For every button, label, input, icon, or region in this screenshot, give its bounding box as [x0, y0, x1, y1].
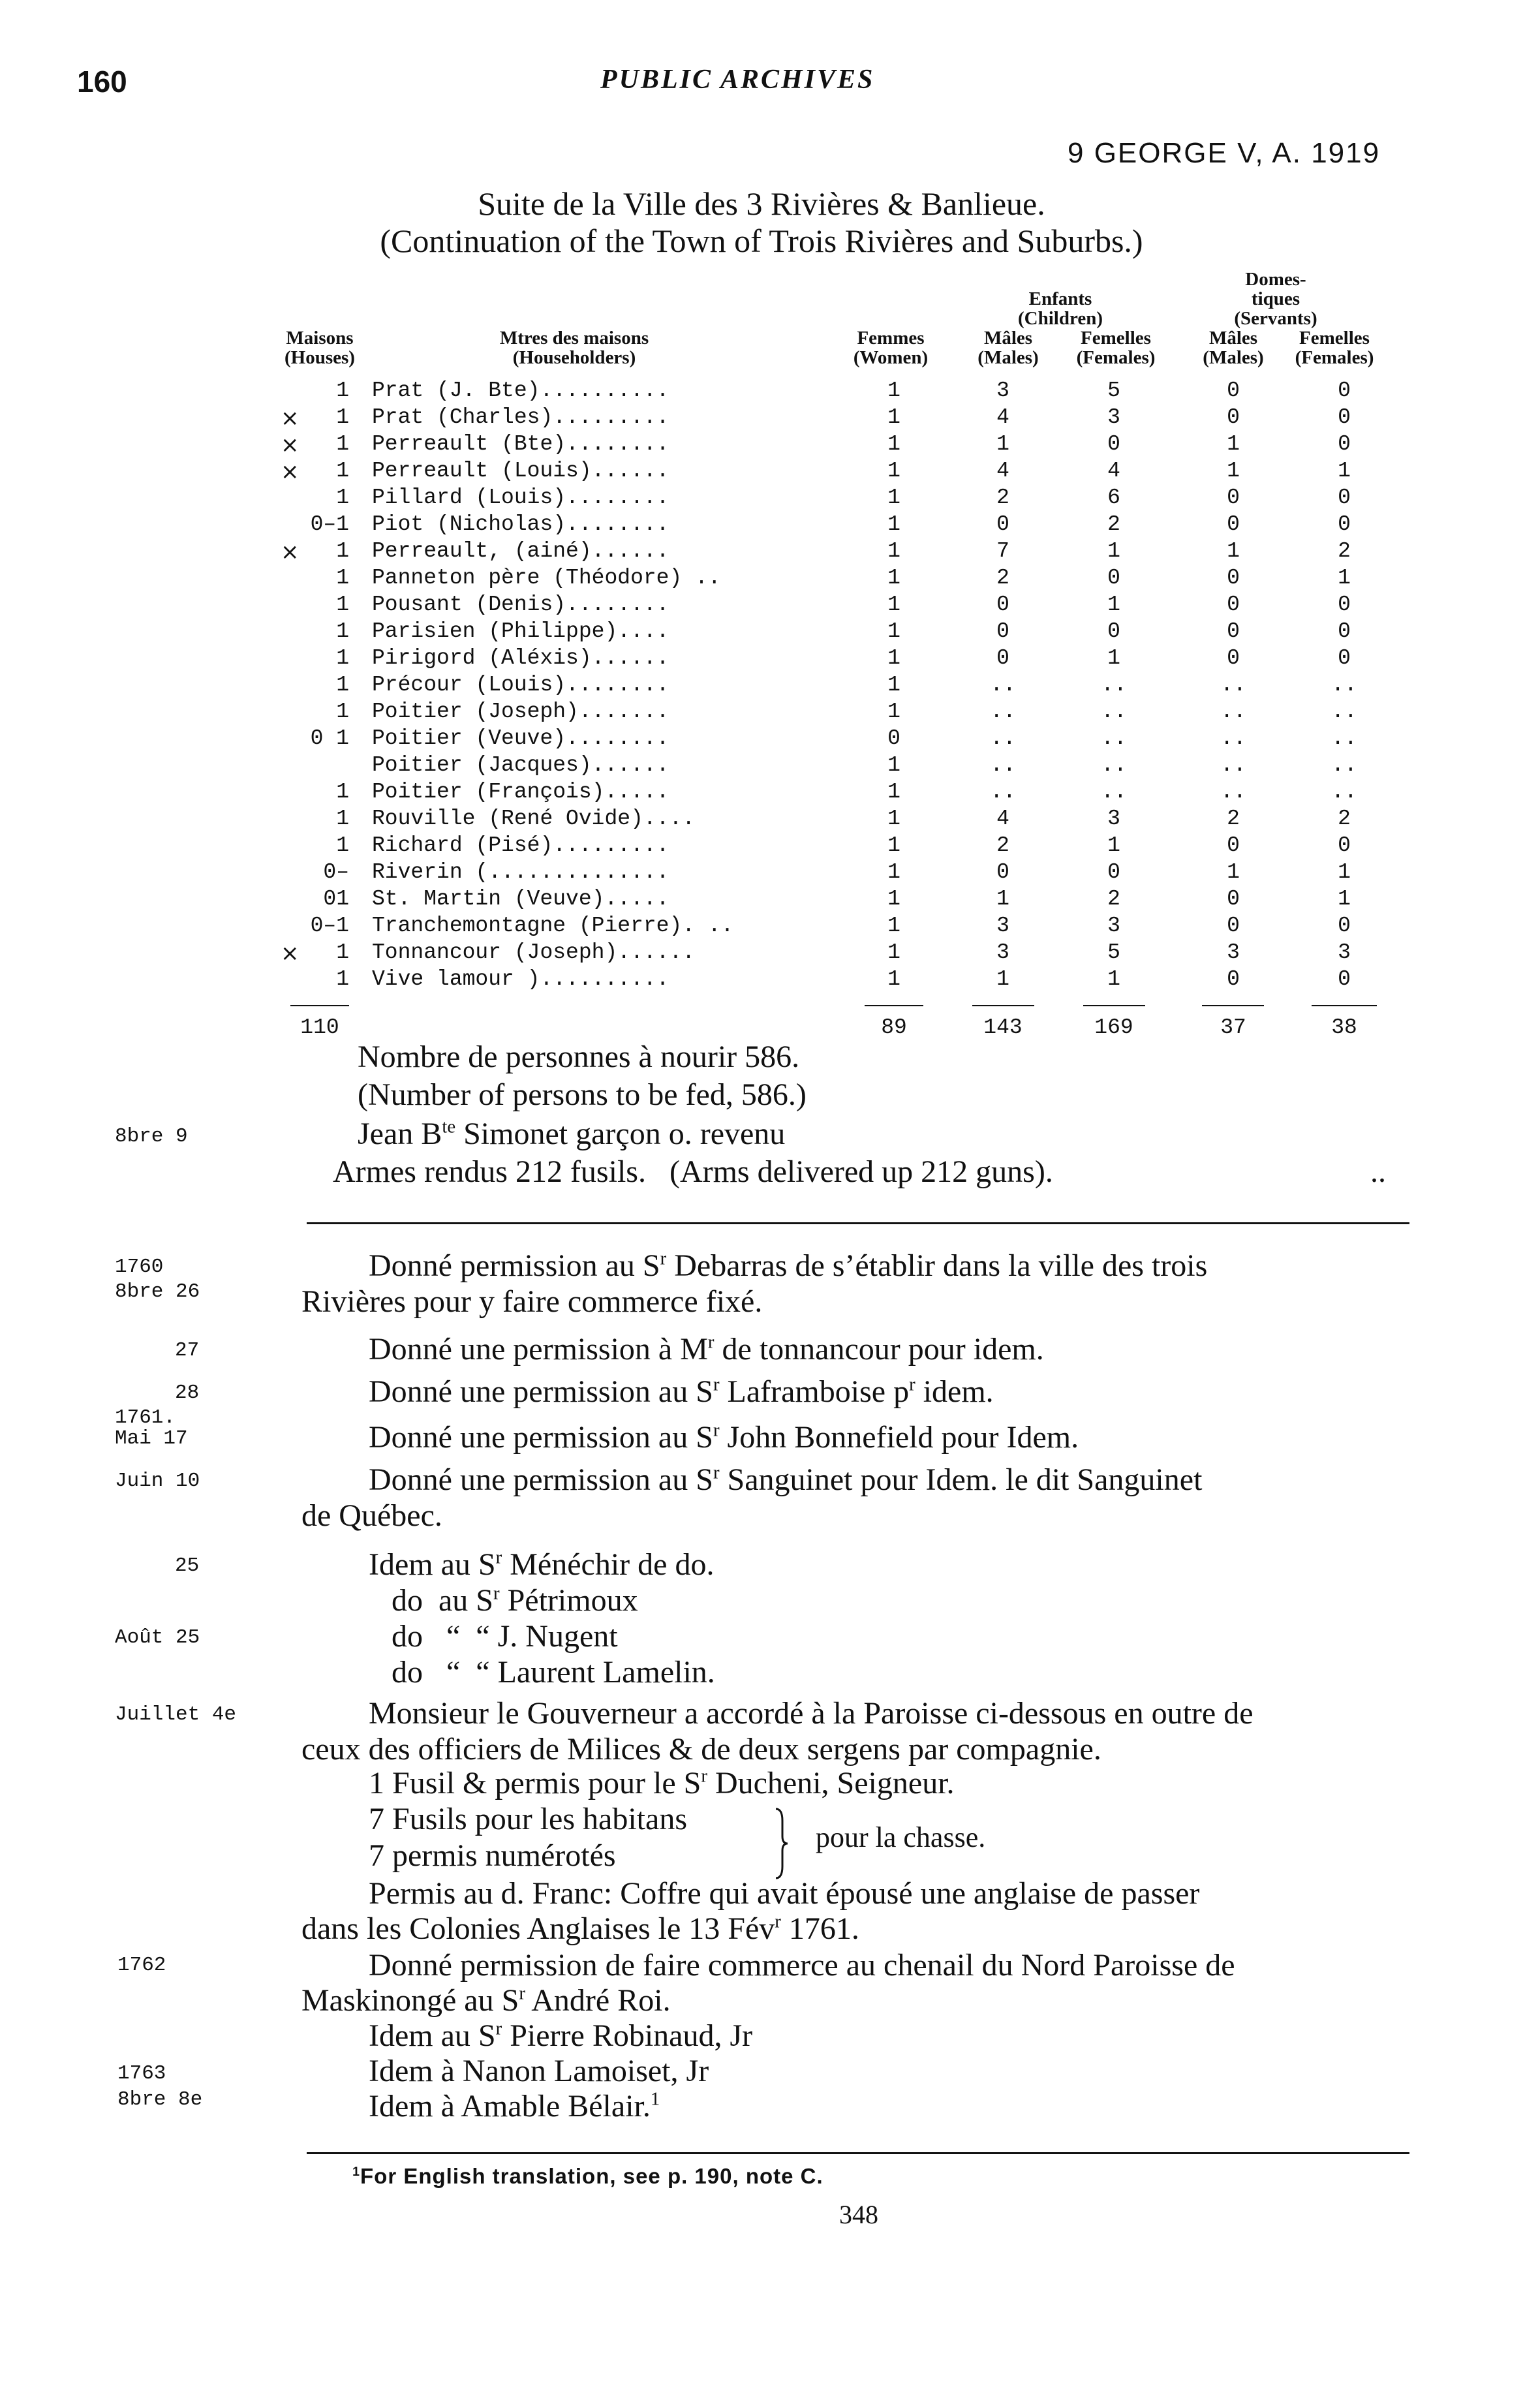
entry-line: Idem au $S^r$ Ménéchir de do. [369, 1547, 715, 1582]
row-householder: Prat (Charles)......... [372, 405, 669, 429]
row-servants-males: .. [1220, 700, 1246, 724]
row-householder: Poitier (Joseph)....... [372, 700, 669, 724]
row-householder: Précour (Louis)........ [372, 673, 669, 697]
row-women: 1 [887, 807, 900, 831]
row-servants-males: 2 [1227, 807, 1240, 831]
summary-arms: Armes rendus 212 fusils. (Arms delivered up 212 guns). [333, 1154, 1053, 1189]
row-houses: 1 [336, 432, 349, 456]
row-houses: 1 [336, 940, 349, 965]
margin-date: 1760 [115, 1256, 164, 1278]
row-servants-females: 1 [1338, 887, 1351, 911]
header-maitres: Mtres des maisons [499, 328, 649, 348]
row-children-males: 1 [996, 967, 1009, 991]
row-children-females: .. [1101, 700, 1127, 724]
folio-number: 348 [839, 2200, 878, 2229]
margin-8bre-8e: 8bre 8e [117, 2088, 203, 2111]
row-servants-males: 1 [1227, 432, 1240, 456]
row-women: 1 [887, 753, 900, 777]
row-householder: Riverin (.............. [372, 860, 669, 884]
row-householder: Poitier (François)..... [372, 780, 669, 804]
entry-line: Monsieur le Gouverneur a accordé à la Paroisse ci-dessous en outre de [369, 1696, 1254, 1731]
row-children-males: 4 [996, 807, 1009, 831]
row-householder: Piot (Nicholas)........ [372, 512, 669, 536]
entry-line: Donné permission au $S^r$ Debarras de s’établir dans la ville des trois [369, 1248, 1208, 1283]
row-children-males: 1 [996, 887, 1009, 911]
row-servants-females: .. [1331, 673, 1357, 697]
header-servants-males: Mâles [1208, 328, 1258, 348]
row-houses: 0 1 [310, 726, 349, 750]
row-women: 1 [887, 940, 900, 965]
row-women: 1 [887, 432, 900, 456]
margin-date: Juin 10 [115, 1470, 200, 1492]
row-houses: 1 [336, 673, 349, 697]
summary-simonet: Jean $B^{te}$ Simonet garçon o. revenu [358, 1116, 786, 1151]
table-row [0, 486, 1523, 512]
entry-line: do “ “ J. Nugent [392, 1619, 618, 1654]
entry-line: 1 Fusil & permis pour le $S^r$ Ducheni, Seigneur. [369, 1765, 955, 1800]
commerce-line-2: Maskinongé au $S^r$ André Roi. [301, 1983, 671, 2018]
row-houses: 1 [336, 780, 349, 804]
table-row [0, 566, 1523, 593]
row-servants-males: .. [1220, 753, 1246, 777]
row-women: 1 [887, 459, 900, 483]
margin-date: Août 25 [115, 1626, 200, 1649]
entry-line: do “ “ Laurent Lamelin. [392, 1655, 715, 1690]
row-women: 1 [887, 833, 900, 857]
row-mark: × [281, 405, 300, 431]
row-servants-females: 0 [1338, 432, 1351, 456]
permis-line-1: Permis au d. Franc: Coffre qui avait épousé une anglaise de passer [369, 1876, 1200, 1911]
row-mark: × [281, 539, 300, 565]
row-children-males: 3 [996, 914, 1009, 938]
row-children-males: 0 [996, 860, 1009, 884]
row-children-females: 4 [1107, 459, 1120, 483]
table-row [0, 593, 1523, 619]
row-householder: Tonnancour (Joseph)...... [372, 940, 696, 965]
row-servants-females: 0 [1338, 619, 1351, 643]
table-row [0, 753, 1523, 780]
row-houses: 1 [336, 967, 349, 991]
margin-date: 8bre 9 [115, 1125, 188, 1148]
margin-1763: 1763 [117, 2062, 166, 2085]
row-servants-males: 0 [1227, 405, 1240, 429]
row-mark: × [281, 940, 300, 966]
row-servants-females: 1 [1338, 459, 1351, 483]
row-children-males: 0 [996, 512, 1009, 536]
row-houses: 01 [323, 887, 349, 911]
header-femmes: Femmes [857, 328, 925, 348]
row-servants-males: 1 [1227, 539, 1240, 563]
margin-date: Mai 17 [115, 1427, 188, 1450]
header-servants-females-en: (Females) [1295, 347, 1374, 368]
row-mark: × [281, 432, 300, 458]
row-householder: St. Martin (Veuve)..... [372, 887, 669, 911]
table-row [0, 646, 1523, 673]
row-servants-females: .. [1331, 700, 1357, 724]
row-houses: 0–1 [310, 914, 349, 938]
row-women: 1 [887, 593, 900, 617]
row-houses: 1 [336, 539, 349, 563]
row-servants-females: .. [1331, 780, 1357, 804]
row-children-males: .. [990, 780, 1016, 804]
table-row [0, 887, 1523, 914]
summary-persons-en: (Number of persons to be fed, 586.) [358, 1077, 807, 1112]
row-children-females: 0 [1107, 619, 1120, 643]
row-servants-females: 0 [1338, 405, 1351, 429]
row-children-males: 2 [996, 486, 1009, 510]
header-domestiques-2: tiques [1251, 288, 1300, 309]
row-servants-females: 0 [1338, 914, 1351, 938]
row-servants-males: .. [1220, 780, 1246, 804]
row-servants-males: 0 [1227, 512, 1240, 536]
table-row [0, 940, 1523, 967]
row-children-males: .. [990, 673, 1016, 697]
row-servants-females: 0 [1338, 378, 1351, 403]
row-children-females: .. [1101, 753, 1127, 777]
row-houses: 1 [336, 378, 349, 403]
row-servants-females: 2 [1338, 807, 1351, 831]
summary-dots: .. [1370, 1154, 1386, 1189]
permis-line-2: dans les Colonies Anglaises le 13 Fév$^r$ 1761. [301, 1911, 859, 1946]
row-women: 1 [887, 646, 900, 670]
row-children-females: 0 [1107, 566, 1120, 590]
total-children-males: 143 [983, 1015, 1023, 1040]
row-householder: Parisien (Philippe).... [372, 619, 669, 643]
row-householder: Vive lamour ).......... [372, 967, 669, 991]
row-children-females: 2 [1107, 887, 1120, 911]
table-row [0, 833, 1523, 860]
row-children-females: 0 [1107, 432, 1120, 456]
row-children-females: 1 [1107, 646, 1120, 670]
table-row [0, 619, 1523, 646]
row-householder: Richard (Pisé)......... [372, 833, 669, 857]
row-houses: 1 [336, 566, 349, 590]
row-servants-males: 0 [1227, 967, 1240, 991]
row-houses: 1 [336, 700, 349, 724]
row-servants-males: 0 [1227, 887, 1240, 911]
row-children-females: 5 [1107, 940, 1120, 965]
entry-line: do au $S^r$ Pétrimoux [392, 1582, 638, 1618]
row-householder: Perreault (Bte)........ [372, 432, 669, 456]
title-french: Suite de la Ville des 3 Rivières & Banlieue. [478, 185, 1045, 222]
brace-line-2: 7 permis numérotés [369, 1838, 616, 1873]
row-householder: Perreault (Louis)...... [372, 459, 669, 483]
total-women: 89 [881, 1015, 907, 1040]
row-children-males: .. [990, 753, 1016, 777]
header-children-females-en: (Females) [1076, 347, 1156, 368]
row-houses: 1 [336, 486, 349, 510]
entry-continuation: de Québec. [301, 1498, 442, 1533]
row-children-females: 0 [1107, 860, 1120, 884]
row-servants-females: 3 [1338, 940, 1351, 965]
row-mark: × [281, 459, 300, 485]
entry-line: Donné une permission au $S^r$ Laframboise $p^r$ idem. [369, 1374, 994, 1409]
row-servants-females: 0 [1338, 593, 1351, 617]
row-children-males: 0 [996, 646, 1009, 670]
row-servants-males: .. [1220, 726, 1246, 750]
row-householder: Panneton père (Théodore) .. [372, 566, 721, 590]
row-women: 1 [887, 619, 900, 643]
row-servants-males: 0 [1227, 646, 1240, 670]
row-children-males: 3 [996, 940, 1009, 965]
row-servants-males: 1 [1227, 860, 1240, 884]
row-children-females: .. [1101, 780, 1127, 804]
row-householder: Pousant (Denis)........ [372, 593, 669, 617]
footnote: $^1$For English translation, see p. 190, note C. [352, 2164, 823, 2188]
row-servants-females: .. [1331, 753, 1357, 777]
row-houses: 0–1 [310, 512, 349, 536]
row-servants-males: 0 [1227, 593, 1240, 617]
row-children-males: .. [990, 726, 1016, 750]
row-children-females: 5 [1107, 378, 1120, 403]
table-row [0, 459, 1523, 486]
row-householder: Pirigord (Aléxis)...... [372, 646, 669, 670]
row-women: 1 [887, 673, 900, 697]
table-row [0, 700, 1523, 726]
row-servants-males: 0 [1227, 833, 1240, 857]
table-row [0, 432, 1523, 459]
row-children-females: 1 [1107, 967, 1120, 991]
session-header: 9 GEORGE V, A. 1919 [1068, 137, 1381, 169]
header-servants-females: Femelles [1299, 328, 1370, 348]
row-children-females: 3 [1107, 405, 1120, 429]
brace-icon [773, 1808, 790, 1879]
header-femmes-en: (Women) [853, 347, 929, 368]
row-women: 1 [887, 780, 900, 804]
header-enfants: Enfants [1028, 288, 1092, 309]
row-householder: Perreault, (ainé)...... [372, 539, 669, 563]
row-children-females: 3 [1107, 807, 1120, 831]
entry-line: Donné une permission au $S^r$ Sanguinet pour Idem. le dit Sanguinet [369, 1462, 1203, 1497]
row-servants-females: 0 [1338, 512, 1351, 536]
entry-continuation: ceux des officiers de Milices & de deux sergens par compagnie. [301, 1732, 1101, 1767]
row-children-females: 3 [1107, 914, 1120, 938]
row-servants-males: 0 [1227, 619, 1240, 643]
row-servants-males: 3 [1227, 940, 1240, 965]
table-row [0, 780, 1523, 807]
row-women: 1 [887, 860, 900, 884]
row-children-males: 2 [996, 566, 1009, 590]
row-servants-females: 0 [1338, 833, 1351, 857]
row-women: 1 [887, 700, 900, 724]
summary-persons-fr: Nombre de personnes à nourir 586. [358, 1040, 800, 1074]
row-householder: Poitier (Veuve)........ [372, 726, 669, 750]
row-children-females: 2 [1107, 512, 1120, 536]
table-row [0, 405, 1523, 432]
row-servants-females: 0 [1338, 486, 1351, 510]
robinaud-line: Idem au $S^r$ Pierre Robinaud, Jr [369, 2018, 753, 2053]
row-women: 1 [887, 405, 900, 429]
total-houses: 110 [300, 1015, 339, 1040]
header-servants-males-en: (Males) [1203, 347, 1264, 368]
table-row [0, 967, 1523, 994]
row-servants-females: 1 [1338, 860, 1351, 884]
row-women: 1 [887, 566, 900, 590]
margin-date: 27 [175, 1339, 200, 1362]
brace-line-1: 7 Fusils pour les habitans [369, 1802, 687, 1836]
row-houses: 1 [336, 405, 349, 429]
total-servants-females: 38 [1331, 1015, 1357, 1040]
table-row [0, 673, 1523, 700]
total-children-females: 169 [1094, 1015, 1133, 1040]
commerce-line-1: Donné permission de faire commerce au chenail du Nord Paroisse de [369, 1948, 1235, 1983]
row-servants-males: .. [1220, 673, 1246, 697]
table-row [0, 512, 1523, 539]
margin-date: 1761. [115, 1406, 176, 1429]
header-children-females: Femelles [1081, 328, 1151, 348]
row-children-males: 0 [996, 619, 1009, 643]
lamoiset-line: Idem à Nanon Lamoiset, Jr [369, 2054, 709, 2088]
row-children-males: 4 [996, 459, 1009, 483]
row-householder: Rouville (René Ovide).... [372, 807, 696, 831]
row-women: 1 [887, 539, 900, 563]
row-houses: 1 [336, 833, 349, 857]
header-domestiques-1: Domes- [1245, 269, 1306, 290]
header-maisons-en: (Houses) [285, 347, 355, 368]
row-servants-females: 0 [1338, 967, 1351, 991]
row-houses: 1 [336, 459, 349, 483]
header-children-males-en: (Males) [977, 347, 1039, 368]
row-women: 1 [887, 914, 900, 938]
row-women: 1 [887, 967, 900, 991]
row-children-females: .. [1101, 673, 1127, 697]
table-row [0, 860, 1523, 887]
row-servants-females: .. [1331, 726, 1357, 750]
table-row [0, 914, 1523, 940]
header-maitres-en: (Householders) [512, 347, 636, 368]
row-women: 1 [887, 486, 900, 510]
row-women: 1 [887, 512, 900, 536]
running-title: PUBLIC ARCHIVES [600, 65, 875, 95]
row-servants-males: 0 [1227, 914, 1240, 938]
page-number: 160 [77, 65, 127, 99]
margin-date: Juillet 4e [115, 1703, 237, 1726]
row-women: 0 [887, 726, 900, 750]
brace-right-label: pour la chasse. [816, 1821, 986, 1853]
margin-date: 25 [175, 1554, 200, 1577]
row-servants-males: 1 [1227, 459, 1240, 483]
row-householder: Tranchemontagne (Pierre). .. [372, 914, 734, 938]
margin-1762: 1762 [117, 1954, 166, 1977]
row-children-males: 7 [996, 539, 1009, 563]
row-children-females: 1 [1107, 833, 1120, 857]
row-children-males: 4 [996, 405, 1009, 429]
row-servants-males: 0 [1227, 566, 1240, 590]
row-children-males: 2 [996, 833, 1009, 857]
row-servants-males: 0 [1227, 486, 1240, 510]
entry-continuation: Rivières pour y faire commerce fixé. [301, 1284, 763, 1319]
row-houses: 1 [336, 593, 349, 617]
table-row [0, 807, 1523, 833]
entry-line: Donné une permission à $M^r$ de tonnancour pour idem. [369, 1331, 1044, 1366]
row-householder: Prat (J. Bte).......... [372, 378, 669, 403]
row-servants-males: 0 [1227, 378, 1240, 403]
row-servants-females: 0 [1338, 646, 1351, 670]
entry-line: Donné une permission au $S^r$ John Bonnefield pour Idem. [369, 1419, 1079, 1455]
row-children-females: .. [1101, 726, 1127, 750]
header-domestiques-en: (Servants) [1234, 308, 1317, 329]
row-children-females: 1 [1107, 539, 1120, 563]
row-children-females: 1 [1107, 593, 1120, 617]
margin-date: 28 [175, 1382, 200, 1404]
margin-date: 8bre 26 [115, 1280, 200, 1303]
total-servants-males: 37 [1220, 1015, 1246, 1040]
row-householder: Pillard (Louis)........ [372, 486, 669, 510]
header-enfants-en: (Children) [1018, 308, 1103, 329]
row-women: 1 [887, 378, 900, 403]
row-children-males: .. [990, 700, 1016, 724]
table-row [0, 726, 1523, 753]
row-servants-females: 2 [1338, 539, 1351, 563]
row-children-males: 1 [996, 432, 1009, 456]
row-householder: Poitier (Jacques)...... [372, 753, 669, 777]
table-row [0, 378, 1523, 405]
header-maisons: Maisons [286, 328, 354, 348]
title-english: (Continuation of the Town of Trois Rivières and Suburbs.) [380, 223, 1143, 259]
row-women: 1 [887, 887, 900, 911]
row-houses: 1 [336, 646, 349, 670]
row-children-males: 0 [996, 593, 1009, 617]
row-children-females: 6 [1107, 486, 1120, 510]
row-children-males: 3 [996, 378, 1009, 403]
row-servants-females: 1 [1338, 566, 1351, 590]
row-houses: 0– [323, 860, 349, 884]
table-row [0, 539, 1523, 566]
header-children-males: Mâles [983, 328, 1033, 348]
row-houses: 1 [336, 619, 349, 643]
row-houses: 1 [336, 807, 349, 831]
belair-line: Idem à Amable Bélair.$^1$ [369, 2088, 660, 2123]
